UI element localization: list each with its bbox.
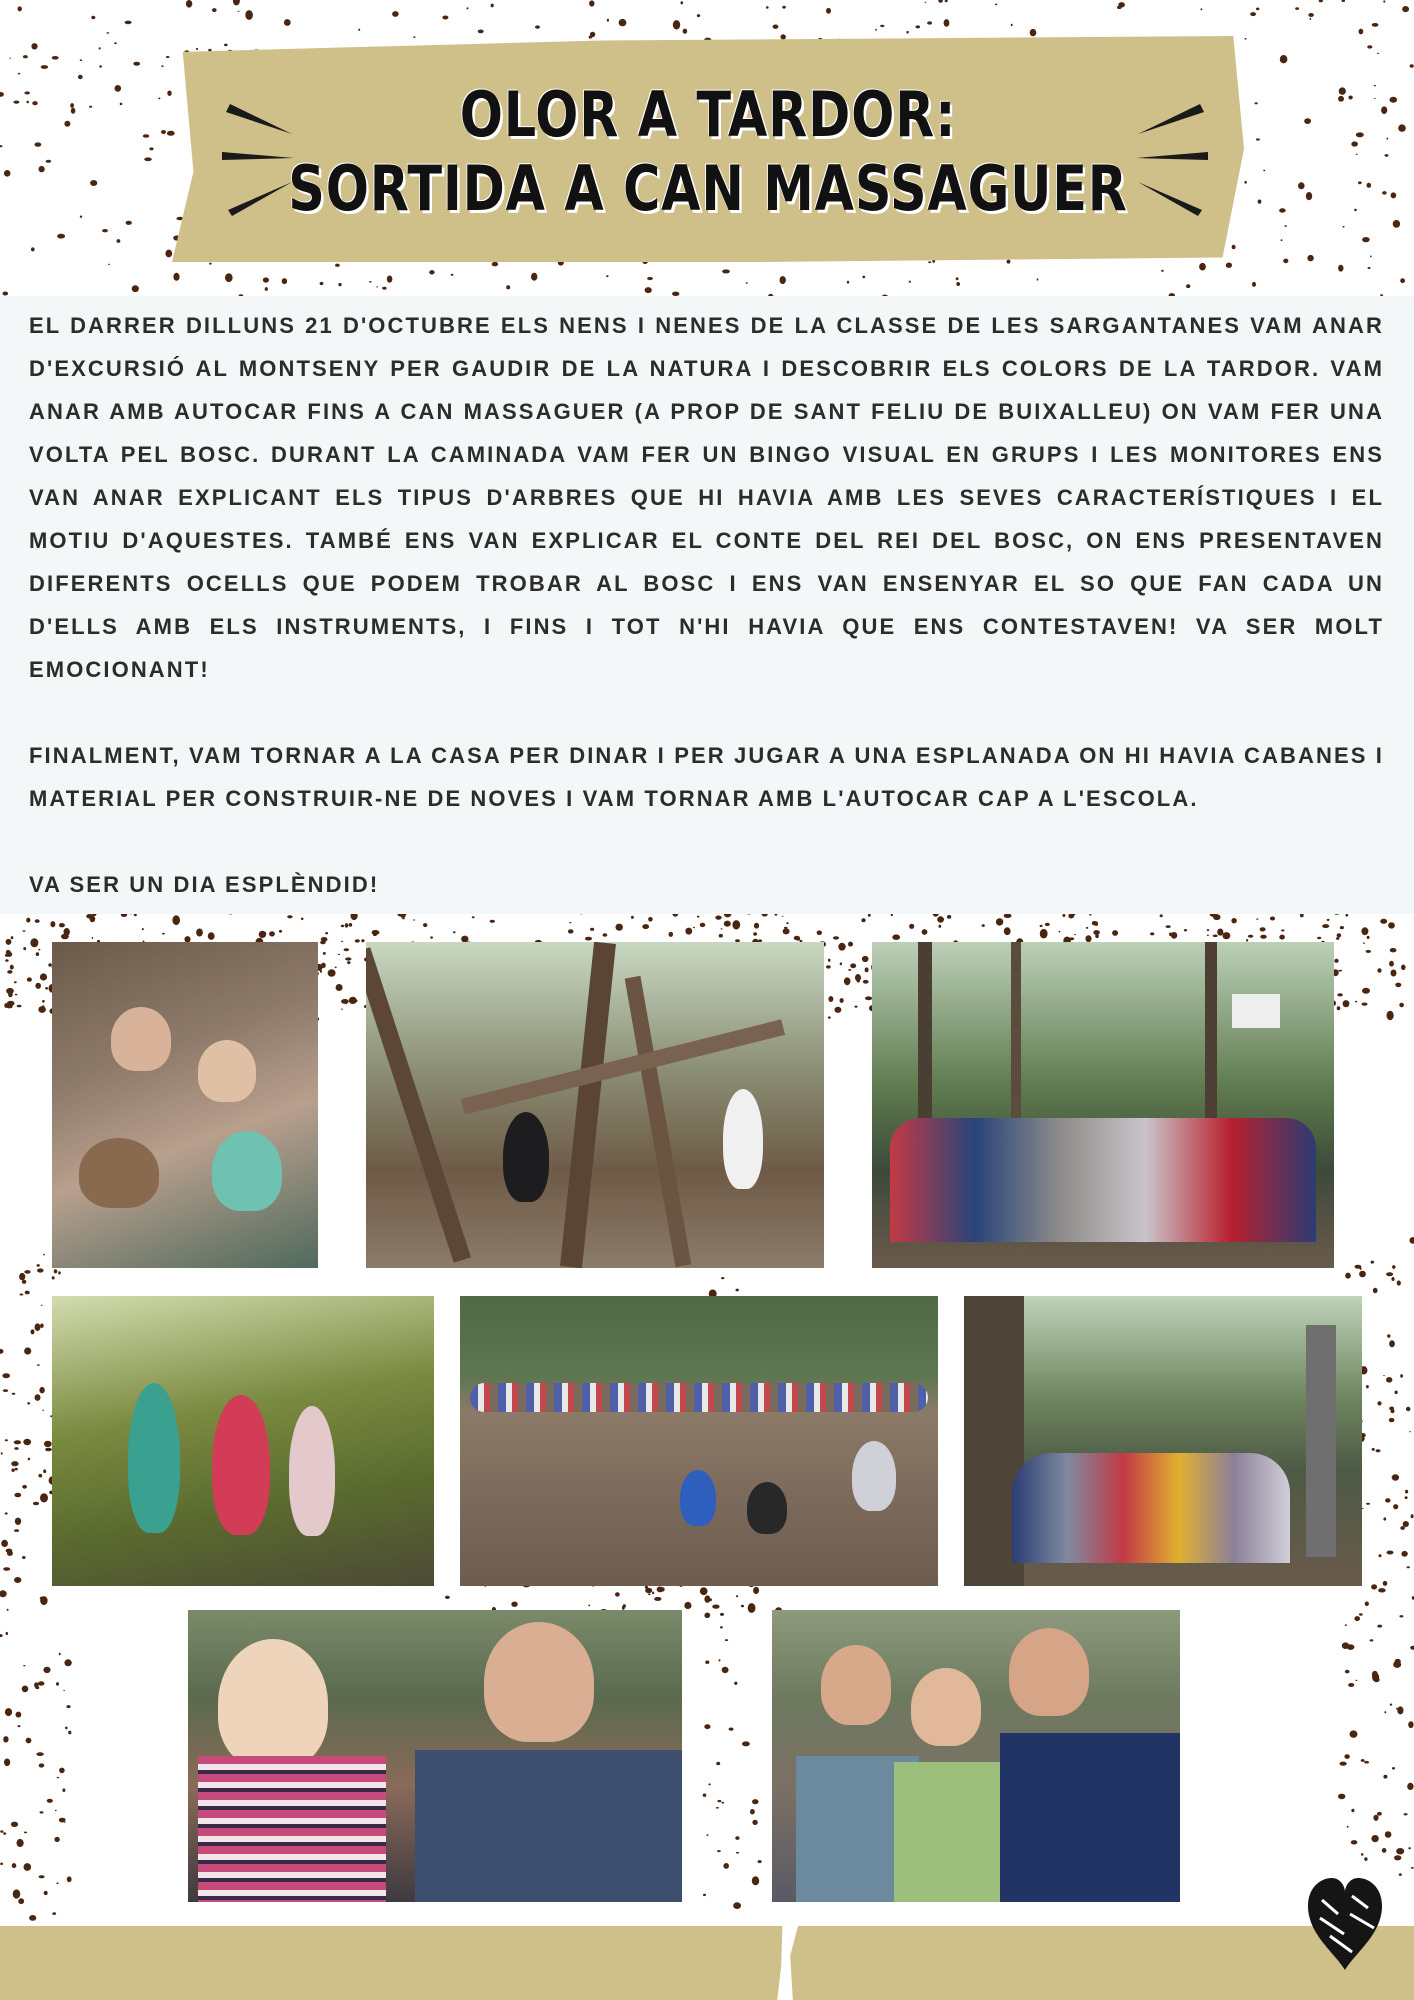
photo-exploring-plants (52, 1296, 434, 1586)
body-paragraph-2: FINALMENT, VAM TORNAR A LA CASA PER DINAR I PER JUGAR A UNA ESPLANADA ON HI HAVIA CABANES I MATERIAL PER CONSTRUIR-NE DE NOVES I VAM TORNAR AMB L'AUTOCAR CAP A L'ESCOLA. (29, 743, 1384, 811)
photo-circle-clearing (460, 1296, 938, 1586)
body-paragraph-3: VA SER UN DIA ESPLÈNDID! (29, 872, 380, 897)
photo-boys-reading (772, 1610, 1180, 1902)
burst-lines-icon (1132, 98, 1212, 218)
burst-lines-icon (218, 98, 298, 218)
photo-forest-storytelling (872, 942, 1334, 1268)
footer-band (0, 1926, 1414, 2000)
photo-children-looking-up (188, 1610, 682, 1902)
body-paragraph-1: EL DARRER DILLUNS 21 D'OCTUBRE ELS NENS I NENES DE LA CLASSE DE LES SARGANTANES VAM ANAR D'EXCURSIÓ AL MONTSENY PER GAUDIR DE LA NATURA I DESCOBRIR ELS COLORS DE LA TARDOR. VAM ANAR AMB AUTOCAR FINS A CAN MASSAGUER (A PROP DE SANT FELIU DE BUIXALLEU) ON VAM FER UNA VOLTA PEL BOSC. DURANT LA CAMINADA VAM FER UN BINGO VISUAL EN GRUPS I LES MONITORES ENS VAN ANAR EXPLICANT ELS TIPUS D'ARBRES QUE HI HAVIA AMB LES SEVES CARACTERÍSTIQUES I EL MOTIU D'AQUESTES. TAMBÉ ENS VAN EXPLICAR EL CONTE DEL REI DEL BOSC, ON ENS PRESENTAVEN DIFERENTS OCELLS QUE PODEM TROBAR AL BOSC I ENS VAN ENSENYAR EL SO QUE FAN CADA UN D'ELLS AMB ELS INSTRUMENTS, I FINS I TOT N'HI HAVIA QUE ENS CONTESTAVEN! VA SER MOLT EMOCIONANT! (29, 313, 1384, 682)
page-title-line-2: SORTIDA A CAN MASSAGUER (288, 152, 1128, 225)
photo-children-close-up (52, 942, 318, 1268)
photo-tree-hut (366, 942, 824, 1268)
heart-icon (1304, 1874, 1386, 1974)
page-title-line-1: OLOR A TARDOR: (459, 78, 957, 151)
photo-forest-group-seated (964, 1296, 1362, 1586)
